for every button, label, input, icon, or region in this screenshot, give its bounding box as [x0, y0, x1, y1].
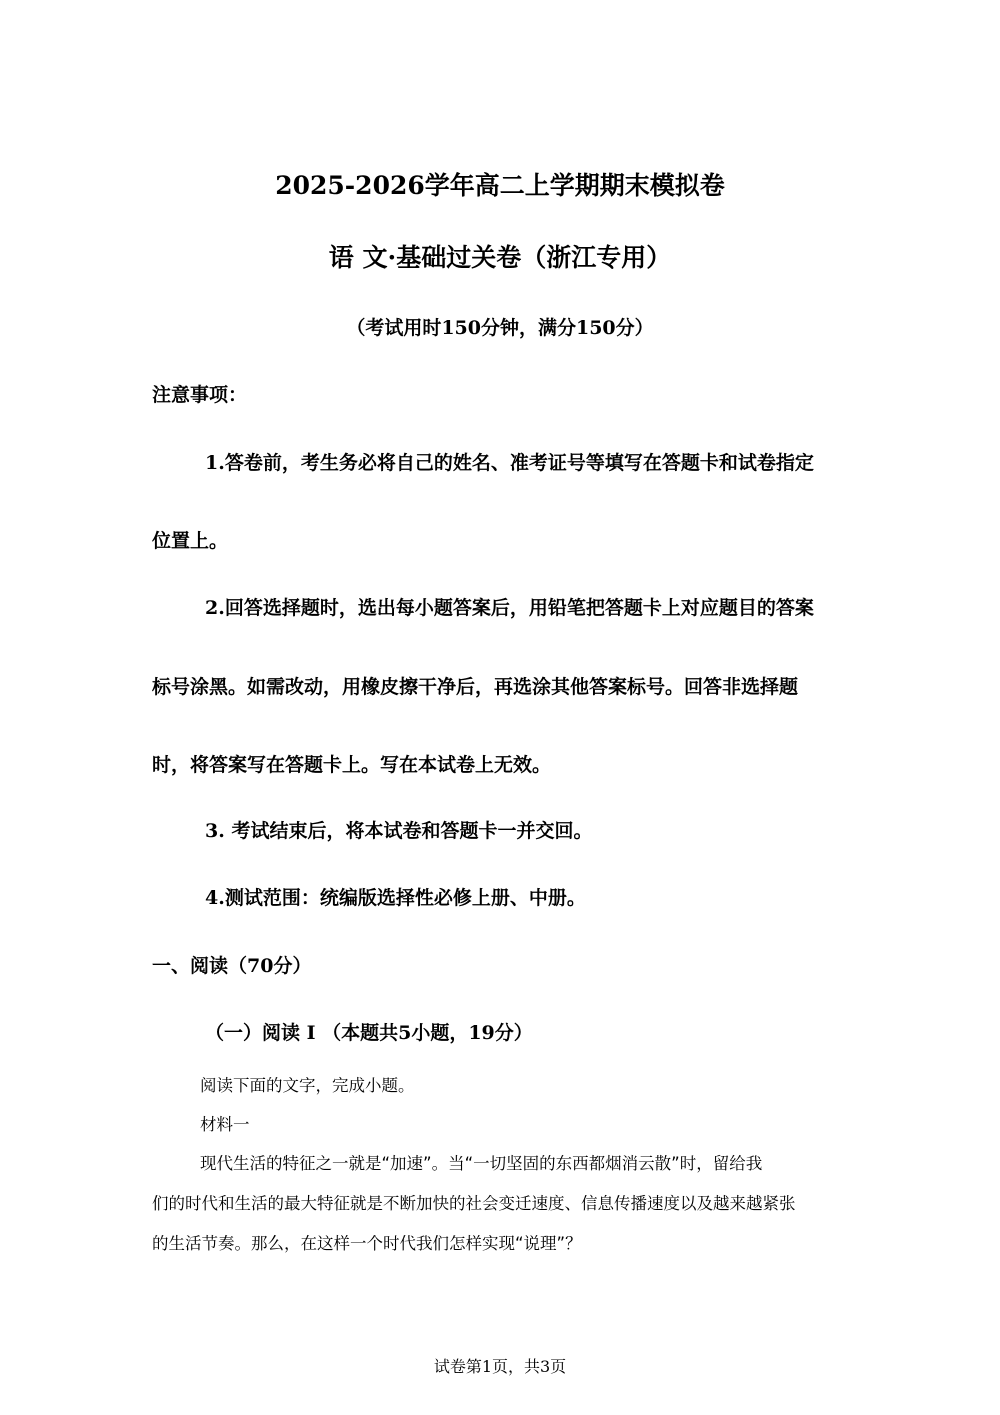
material-paragraph-line-3: 的生活节奏。那么，在这样一个时代我们怎样实现“说理”？	[152, 1234, 582, 1253]
notice-item-4: 4.测试范围：统编版选择性必修上册、中册。	[205, 887, 586, 909]
reading-1-heading: （一）阅读 I （本题共5小题，19分）	[205, 1022, 533, 1044]
exam-subtitle: 语 文·基础过关卷（浙江专用）	[328, 243, 672, 272]
material-paragraph-line-1: 现代生活的特征之一就是“加速”。当“一切坚固的东西都烟消云散”时，留给我	[200, 1154, 763, 1173]
material-label: 材料一	[200, 1115, 250, 1134]
material-paragraph-line-2: 们的时代和生活的最大特征就是不断加快的社会变迁速度、信息传播速度以及越来越紧张	[152, 1194, 796, 1213]
reading-instruction: 阅读下面的文字，完成小题。	[200, 1076, 415, 1095]
notice-item-3: 3. 考试结束后，将本试卷和答题卡一并交回。	[205, 820, 593, 842]
notice-item-2-line-1: 2.回答选择题时，选出每小题答案后，用铅笔把答题卡上对应题目的答案	[205, 597, 814, 619]
exam-duration-info: （考试用时150分钟，满分150分）	[346, 317, 654, 339]
notice-heading: 注意事项：	[152, 384, 248, 406]
section-1-heading: 一、阅读（70分）	[152, 955, 312, 977]
notice-item-1-line-2: 位置上。	[152, 530, 229, 552]
exam-title: 2025-2026学年高二上学期期末模拟卷	[275, 171, 725, 200]
notice-item-1-line-1: 1.答卷前，考生务必将自己的姓名、准考证号等填写在答题卡和试卷指定	[205, 452, 814, 474]
page-number-footer: 试卷第1页，共3页	[433, 1357, 567, 1376]
notice-item-2-line-2: 标号涂黑。如需改动，用橡皮擦干净后，再选涂其他答案标号。回答非选择题	[152, 676, 799, 698]
notice-item-2-line-3: 时，将答案写在答题卡上。写在本试卷上无效。	[152, 754, 552, 776]
